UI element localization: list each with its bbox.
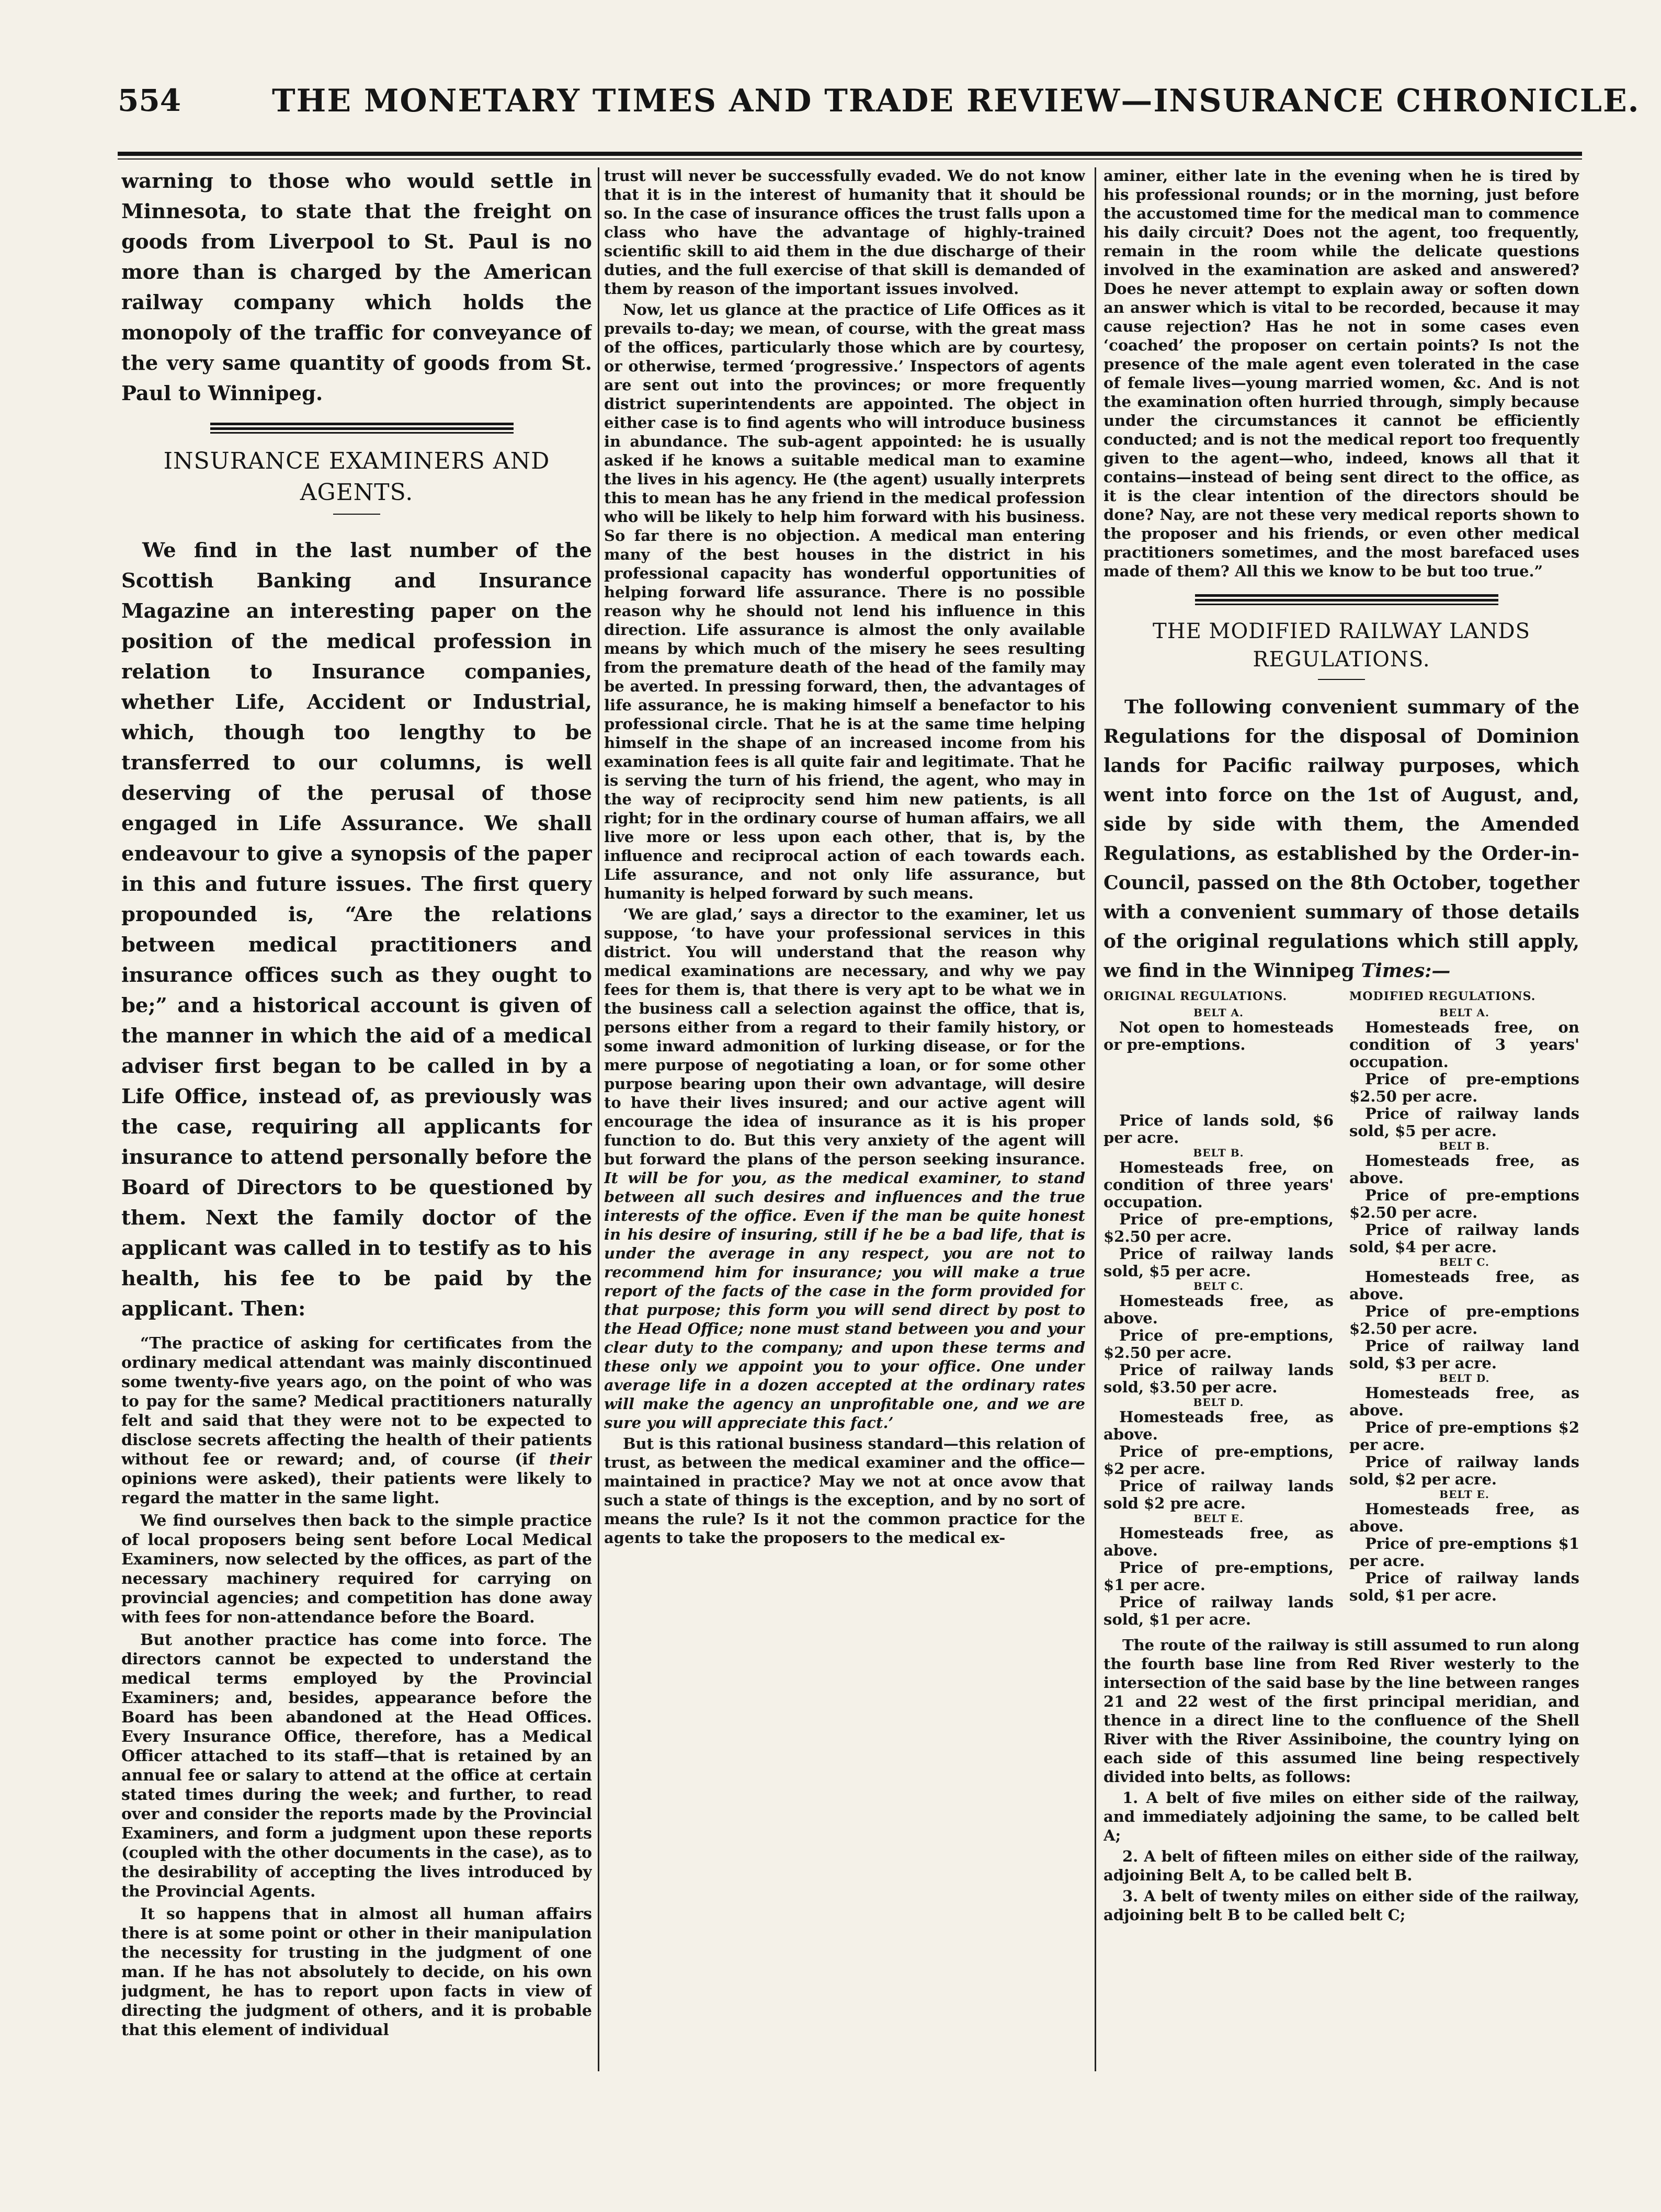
belt-definition: 1. A belt of five miles on either side of the railway, and immediately adjoining the same, to be called belt A; [1103,1789,1579,1844]
column-2 [604,166,1085,2185]
regulation-item: Homesteads free, as above. [1349,1152,1579,1187]
regulation-item: Price of lands sold, $6 per acre. [1103,1111,1334,1147]
belt-label: BELT A. [1439,1006,1489,1019]
regulation-item: Homesteads free, as above. [1103,1408,1334,1443]
regulation-item: Price of railway lands sold, $3.50 per acre. [1103,1361,1334,1396]
regulation-item: Homesteads free, on condition of 3 years' occupation. [1349,1018,1579,1071]
column-divider [1095,167,1096,2071]
page-header [118,73,1640,152]
article-paragraph: trust will never be successfully evaded. We do not know that it is in the interest of humanity that it should be so. In the case of insurance offices the trust falls upon a class who have the advantage of highly-trained scientific skill to aid them in the due discharge of their duties, and the full exercise of that skill is demanded of them by reason of the important issues involved. [604,167,1085,298]
belt-definition: 3. A belt of twenty miles on either side of the railway, adjoining belt B to be called belt C; [1103,1887,1579,1924]
column-1 [121,166,592,2185]
regulations-comparison [1103,990,1579,1628]
regulation-item: Price of railway land sold, $3 per acre. [1349,1337,1579,1372]
quote-paragraph: We find ourselves then back to the simple practice of local proposers being sent before Local Medical Examiners, now selected by the offices, as part of the necessary machinery required for carrying on provincial agencies; and competition has done away with fees for non-attendance before the Board. [121,1512,592,1627]
regulation-item: Price of pre-emptions, $2.50 per acre. [1103,1210,1334,1245]
belt-label: BELT D. [1439,1372,1490,1385]
regulation-item: Price of railway lands sold, $5 per acre. [1103,1245,1334,1280]
regulation-item: Price of pre-emptions $2.50 per acre. [1349,1186,1579,1221]
modified-regulations [1349,990,1579,1628]
regulation-item: Price of pre-emptions $2.50 per acre. [1349,1302,1579,1337]
belt-label: BELT E. [1439,1488,1489,1501]
belt-label: BELT D. [1193,1396,1244,1409]
regulation-item: Price of railway lands sold $2 pre acre. [1103,1477,1334,1512]
belt-label: BELT B. [1439,1140,1490,1152]
regulation-item: Homesteads free, as above. [1103,1524,1334,1559]
heading-rule [1318,679,1365,680]
column-divider [598,167,599,2071]
regulation-item: Price of railway lands sold, $1 per acre. [1103,1593,1334,1628]
section-ornament-rule [1195,594,1488,606]
quote-paragraph: “The practice of asking for certificates from the ordinary medical attendant was mainly discontinued some twenty-five years ago, on the point of who was to pay for the same? Medical practitioners naturally felt and said that they were not to be expected to disclose secrets affecting the health of their patients without fee or reward; and, of course (if their opinions were asked), their patients were likely to regard the matter in the same light. [121,1334,592,1507]
regulation-item: Price of railway lands sold, $4 per acre. [1349,1221,1579,1256]
regulation-item: Price of pre-emptions, $2.50 per acre. [1103,1326,1334,1362]
belt-label: BELT E. [1193,1512,1244,1525]
italic-word: Times:— [1361,960,1451,982]
article-paragraph: The route of the railway is still assumed to run along the fourth base line from Red River westerly to the intersection of the said base by the line between ranges 21 and 22 west of the first principal meridian, and thence in a direct line to the confluence of the Shell River with the River Assiniboine, the country lying on each side of this assumed line being respectively divided into belts, as follows: [1103,1636,1579,1786]
regulation-item: Price of pre-emptions, $1 per acre. [1103,1559,1334,1594]
regulation-item: Homesteads free, as above. [1349,1500,1579,1535]
belt-label: BELT C. [1439,1256,1489,1268]
regulation-item: Homesteads free, as above. [1349,1268,1579,1303]
header-rule-thin [118,158,1582,160]
quote-paragraph: It so happens that in almost all human affairs there is at some point or other in their manipulation the necessity for trusting in the judgment of one man. If he has not absolutely to decide, on his own judgment, he has to report upon facts in view of directing the judgment of others, and it is probable that this element of individual [121,1905,592,2039]
italic-passage: It will be for you, as the medical examiner, to stand between all such desires and influences and the true interests of the office. Even if the man be quite honest in his desire of insuring, still if he be a bad life, that is under the average in any respect, you are not to recommend him for insurance; you will make a true report of the facts of the case in the form provided for that purpose; this form you will send direct by post to the Head Office; none must stand between you and your clear duty to the company; and upon these terms and these only we appoint you to your office. One under average life in a dozen accepted at the ordinary rates will make the agency an unprofitable one, and we are sure you will appreciate this fact.’ [604,1169,1085,1432]
article-paragraph: But is this rational business standard—this relation of trust, as between the medical examiner and the office—maintained in practice? May we not at once avow that such a state of things is the exception, and by no sort of means the rule? Is it not the common practice for the agents to take the proposers to the medical ex- [604,1435,1085,1547]
regulation-item: Price of railway lands sold, $5 per acre. [1349,1105,1579,1140]
belt-label: BELT C. [1193,1280,1244,1292]
column-3 [1103,166,1579,2185]
article-paragraph: The following convenient summary of the Regulations for the disposal of Dominion lands for Pacific railway purposes, which went into force on the 1st of August, and, side by side with them, the Amended Regulations, as established by the Order-in-Council, passed on the 8th October, together with a convenient summary of those details of the original regulations which still apply, we find in the Winnipeg Times:— [1103,696,1579,982]
regulation-item: Price of railway lands sold, $1 per acre. [1349,1569,1579,1604]
article-paragraph: We find in the last number of the Scottish Banking and Insurance Magazine an interesting paper on the position of the medical profession in relation to Insurance companies, whether Life, Accident or Industrial, which, though too lengthy to be transferred to our columns, is well deserving of the perusal of those engaged in Life Assurance. We shall endeavour to give a synopsis of the paper in this and future issues. The first query propounded is, “Are the relations between medical practitioners and insurance offices such as they ought to be;” and a historical account is given of the manner in which the aid of a medical adviser first began to be called in by a Life Office, instead of, as previously was the case, requiring all applicants for insurance to attend personally before the Board of Directors to be questioned by them. Next the family doctor of the applicant was called in to testify as to his health, his fee to be paid by the applicant. Then: [121,539,592,1321]
belt-definition: 2. A belt of fifteen miles on either side of the railway, adjoining Belt A, to be called belt B. [1103,1847,1579,1884]
regulation-item: Homesteads free, on condition of three years' occupation. [1103,1159,1334,1211]
publication-title: THE MONETARY TIMES AND TRADE REVIEW—INSURANCE CHRONICLE. [272,83,1640,119]
original-regulations-title: ORIGINAL REGULATIONS. [1103,990,1288,1003]
modified-regulations-title: MODIFIED REGULATIONS. [1349,990,1536,1003]
regulation-item: Price of pre-emptions, $2 per acre. [1103,1443,1334,1478]
belt-label: BELT B. [1193,1147,1244,1159]
regulation-item: Not open to homesteads or pre-emptions. [1103,1018,1334,1053]
heading-rule [333,514,380,515]
regulation-item: Price of pre-emptions $2.50 per acre. [1349,1070,1579,1105]
section-ornament-rule [210,423,503,434]
regulation-item: Price of pre-emptions $2 per acre. [1349,1419,1579,1454]
article-paragraph: aminer, either late in the evening when he is tired by his professional rounds; or in the morning, just before the accustomed time for the medical man to commence his daily circuit? Does not the agent, too frequently, remain in the room while the delicate questions involved in the examination are asked and answered? Does he never attempt to explain away or soften down an answer which is vital to be recorded, because it may cause rejection? Has he not in some cases even ‘coached’ the proposer on certain points? Is not the presence of the male agent even tolerated in the case of female lives—young married women, &c. And is not the examination often hurried through, simply because under the circumstances it cannot be efficiently conducted; and is not the medical report too frequently given to the agent—who, indeed, knows all that it contains—instead of being sent direct to the office, as it is the clear intention of the directors should be done? Nay, are not these very medical reports shown to the proposer and his friends, or even other medical practitioners sometimes, and the most barefaced uses made of them? All this we know to be but too true.” [1103,167,1579,580]
quote-paragraph: But another practice has come into force. The directors cannot be expected to understand the medical terms employed by the Provincial Examiners; and, besides, appearance before the Board has been abandoned at the Head Offices. Every Insurance Office, therefore, has a Medical Officer attached to its staff—that is retained by an annual fee or salary to attend at the office at certain stated times during the week; and further, to read over and consider the reports made by the Provincial Examiners, and form a judgment upon these reports (coupled with the other documents in the case), as to the desirability of accepting the lives introduced by the Provincial Agents. [121,1631,592,1901]
header-rule [118,152,1582,156]
page-number: 554 [118,83,181,118]
belt-label: BELT A. [1193,1006,1244,1019]
regulation-item: Price of pre-emptions $1 per acre. [1349,1535,1579,1570]
italic-word: their [549,1450,592,1469]
original-regulations [1103,990,1334,1628]
col1-intro: warning to those who would settle in Minnesota, to state that the freight on goods from Liverpool to St. Paul is no more than is charged by the American railway company which holds the monopoly of the traffic for conveyance of the very same quantity of goods from St. Paul to Winnipeg. [121,169,592,405]
article-paragraph: ‘We are glad,’ says a director to the examiner, let us suppose, ‘to have your professional services in this district. You will understand that the reason why medical examinations are necessary, and why we pay fees for them is, that there is very apt to be what we in the business call a selection against the office, that is, persons either from a regard to their family history, or some inward admonition of lurking disease, or for the mere purpose of negotiating a loan, or for some other purpose bearing upon their own advantage, will desire to have their lives insured; and our active agent will encourage the idea of insurance as it is his proper function to do. But this very anxiety of the agent will but forward the plans of the person seeking insurance. It will be for you, as the medical examiner, to stand between all such desires and influences and the true interests of the office. Even if the man be quite honest in his desire of insuring, still if he be a bad life, that is under the average in any respect, you are not to recommend him for insurance; you will make a true report of the facts of the case in the form provided for that purpose; this form you will send direct by post to the Head Office; none must stand between you and your clear duty to the company; and upon these terms and these only we appoint you to your office. One under average life in a dozen accepted at the ordinary rates will make the agency an unprofitable one, and we are sure you will appreciate this fact.’ [604,905,1085,1432]
article-heading-railway: THE MODIFIED RAILWAY LANDS REGULATIONS. [1153,619,1530,672]
regulation-item: Price of railway lands sold, $2 per acre. [1349,1453,1579,1488]
regulation-item: Homesteads free, as above. [1349,1384,1579,1419]
article-heading-insurance: INSURANCE EXAMINERS AND AGENTS. [163,448,550,506]
regulation-item: Homesteads free, as above. [1103,1292,1334,1327]
article-paragraph: Now, let us glance at the practice of Life Offices as it prevails to-day; we mean, of course, with the great mass of the offices, particularly those which are by courtesy, or otherwise, termed ‘progressive.’ Inspectors of agents are sent out into the provinces; or more frequently district superintendents are appointed. The object in either case is to find agents who will introduce business in abundance. The sub-agent appointed: he is usually asked if he knows a suitable medical man to examine the lives in his agency. He (the agent) usually interprets this to mean has he any friend in the medical profession who will be likely to help him forward with his business. So far there is no objection. A medical man entering many of the best houses in the district in his professional capacity has wonderful opportunities of helping forward life assurance. There is no possible reason why he should not lend his influence in this direction. Life assurance is almost the only available means by which much of the misery he sees resulting from the premature death of the head of the family may be averted. In pressing forward, then, the advantages of life assurance, he is making himself a benefactor to his professional circle. That he is at the same time helping himself in the shape of an increased income from his examination fees is all quite fair and legitimate. That he is serving the turn of his friend, the agent, who may in the way of reciprocity send him new patients, is all right; for in the ordinary course of human affairs, we all live more or less upon each other, that is, by the influence and reciprocal action of each towards each. Life assurance, and not only life assurance, but humanity is helped forward by such means. [604,301,1085,902]
